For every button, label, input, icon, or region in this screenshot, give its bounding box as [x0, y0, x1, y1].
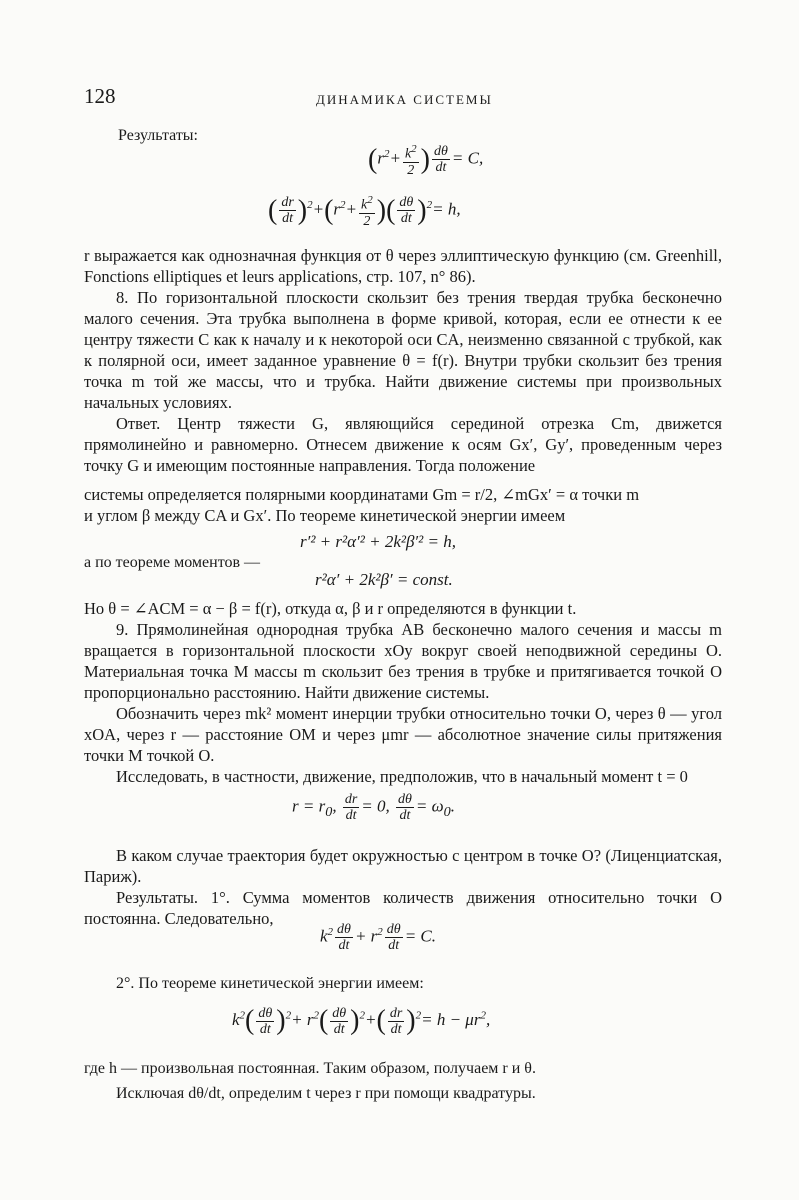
page-number: 128: [84, 84, 116, 108]
page-header: [84, 84, 722, 118]
investigate-text: Исследовать, в частности, движение, предположив, что в начальный момент t = 0: [116, 767, 688, 786]
equation-5: $r = r_0$, $\frac{dr}{dt}$ = 0, $\frac{d\theta}{dt}$ = $\omega_0$.: [292, 792, 455, 823]
equation-7: $k^2$( $\frac{d\theta}{dt}$ )$^2+ r^2$( $\frac{d\theta}{dt}$ )$^2$+( $\frac{dr}{dt}$ )$^2= h - \mu r^2$,: [232, 1005, 491, 1037]
excluding-text: Исключая dθ/dt, определим t через r при помощи квадратуры.: [116, 1085, 536, 1102]
paragraph-elliptic: r выражается как однозначная функция от θ через эллиптическую функцию (см. Greenhill, Fonctions elliptiques et leurs applications, стр. 107, n° 86).: [84, 246, 722, 286]
equation-6: $k^2$ $\frac{d\theta}{dt}$ + $r^2$ $\frac{d\theta}{dt}$ = C.: [320, 922, 437, 953]
equation-1: ($r^2+$ $\frac{k^2}{2}$ ) $\frac{d\theta}{dt}$ = C,: [368, 143, 484, 178]
question-text: В каком случае траектория будет окружностью с центром в точке O? (Лиценциатская, Париж).: [84, 846, 722, 886]
book-page: [84, 84, 722, 118]
results-9-1: Результаты. 1°. Сумма моментов количеств движения относительно точки O постоянна. Следовательно,: [84, 888, 722, 928]
moments-text: а по теореме моментов —: [84, 554, 261, 571]
equation-4: r²α′ + 2k²β′ = const.: [315, 570, 453, 589]
where-text: где h — произвольная постоянная. Таким образом, получаем r и θ.: [84, 1060, 536, 1077]
problem-8: 8. По горизонтальной плоскости скользит без трения твердая трубка бесконечно малого сечения. Эта трубка выполнена в форме кривой, которая, если ее отнести к ее центру тяжести C как к началу и к некоторой оси CA, неизменно связанной с трубкой, как к полярной оси, имеет заданное уравнение θ = f(r). Внутри трубки скользит без трения точка m той же массы, что и трубка. Найти движение системы при произвольных начальных условиях.: [84, 288, 722, 412]
answer-8-line2: системы определяется полярными координатами Gm = r/2, ∠mGx′ = α точки m: [84, 485, 640, 504]
running-title: ДИНАМИКА СИСТЕМЫ: [316, 92, 493, 107]
equation-2: ( $\frac{dr}{dt}$ )$^2+(r^2+$ $\frac{k^2}{2}$ )( $\frac{d\theta}{dt}$ )$^2$= h,: [268, 194, 461, 229]
problem-9: 9. Прямолинейная однородная трубка AB бесконечно малого сечения и массы m вращается в горизонтальной плоскости xOy вокруг своей неподвижной середины O. Материальная точка M массы m скользит без трения в трубке и притягивается точкой O пропорционально расстоянию. Найти движение системы.: [84, 620, 722, 702]
results-label: Результаты:: [118, 127, 198, 144]
answer-8: Ответ. Центр тяжести G, являющийся серединой отрезка Cm, движется прямолинейно и равномерно. Отнесем движение к осям Gx′, Gy′, проведенным через точку G и имеющим постоянные направления. Тогда положение: [84, 414, 722, 475]
answer-8-line3: и углом β между CA и Gx′. По теореме кинетической энергии имеем: [84, 506, 566, 525]
then-text: Но θ = ∠ACM = α − β = f(r), откуда α, β и r определяются в функции t.: [84, 599, 577, 618]
results-9-2: 2°. По теореме кинетической энергии имеем:: [116, 975, 424, 992]
equation-3: r′² + r²α′² + 2k²β′² = h,: [300, 532, 456, 551]
denote-text: Обозначить через mk² момент инерции трубки относительно точки O, через θ — угол xOA, через r — расстояние OM и через μmr — абсолютное значение силы притяжения точки M точкой O.: [84, 704, 722, 765]
